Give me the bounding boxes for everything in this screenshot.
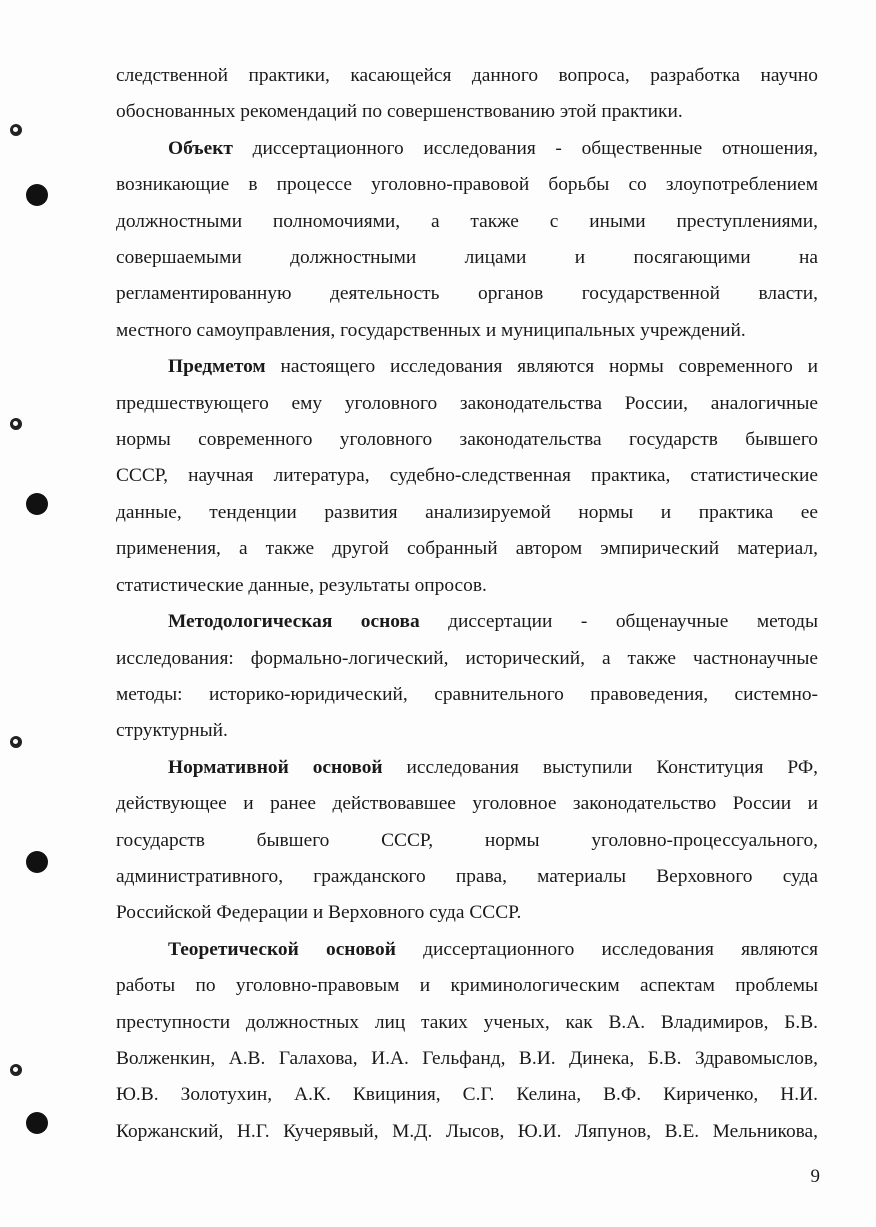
text-line: применения, а также другой собранный автором эмпирический материал, xyxy=(116,538,818,560)
bold-term: Методологическая основа xyxy=(168,611,420,633)
text-line: Волженкин, А.В. Галахова, И.А. Гельфанд, В.И. Динека, Б.В. Здравомыслов, xyxy=(116,1047,818,1069)
scan-speck-icon xyxy=(10,736,22,748)
paragraph-subject xyxy=(116,349,818,604)
bold-term: Объект xyxy=(168,137,233,159)
text-line: Теоретической основой диссертационного исследования являются xyxy=(168,938,819,960)
paragraph-normative xyxy=(116,750,818,932)
text-line: работы по уголовно-правовым и криминологическим аспектам проблемы xyxy=(116,975,818,997)
text-line: Ю.В. Золотухин, А.К. Квициния, С.Г. Келина, В.Ф. Кириченко, Н.И. xyxy=(116,1084,818,1106)
text-line: возникающие в процессе уголовно-правовой борьбы со злоупотреблением xyxy=(116,174,818,196)
paragraph-continuation xyxy=(116,58,818,131)
text-line: обоснованных рекомендаций по совершенствованию этой практики. xyxy=(116,101,683,123)
text-line: местного самоуправления, государственных и муниципальных учреждений. xyxy=(116,319,746,341)
punch-hole-icon xyxy=(26,184,48,206)
paragraph-object xyxy=(116,131,818,349)
bold-term: Нормативной основой xyxy=(168,756,383,778)
scan-speck-icon xyxy=(10,418,22,430)
text-line: Предметом настоящего исследования являются нормы современного и xyxy=(168,356,818,378)
text-line: статистические данные, результаты опросов. xyxy=(116,574,487,596)
punch-hole-icon xyxy=(26,851,48,873)
text-line: должностными полномочиями, а также с иными преступлениями, xyxy=(116,210,818,232)
text-line: государств бывшего СССР, нормы уголовно-процессуального, xyxy=(116,829,818,851)
punch-hole-icon xyxy=(26,493,48,515)
text-line: методы: историко-юридический, сравнительного правоведения, системно- xyxy=(116,683,818,705)
text-line: административного, гражданского права, материалы Верховного суда xyxy=(116,865,818,887)
scan-speck-icon xyxy=(10,1064,22,1076)
punch-hole-icon xyxy=(26,1112,48,1134)
text-line: предшествующего ему уголовного законодательства России, аналогичные xyxy=(116,392,818,414)
text-line: действующее и ранее действовавшее уголовное законодательство России и xyxy=(116,793,818,815)
text-line: структурный. xyxy=(116,720,228,742)
scan-speck-icon xyxy=(10,124,22,136)
text-line: Нормативной основой исследования выступили Конституция РФ, xyxy=(168,756,818,778)
page-number: 9 xyxy=(810,1166,820,1187)
paragraph-theoretical xyxy=(116,932,818,1150)
text-line: преступности должностных лиц таких ученых, как В.А. Владимиров, Б.В. xyxy=(116,1011,818,1033)
text-line: Методологическая основа диссертации - общенаучные методы xyxy=(168,611,819,633)
text-line: совершаемыми должностными лицами и посягающими на xyxy=(116,247,818,269)
text-line: регламентированную деятельность органов государственной власти, xyxy=(116,283,818,305)
text-line: следственной практики, касающейся данного вопроса, разработка научно xyxy=(116,65,818,86)
text-line: СССР, научная литература, судебно-следственная практика, статистические xyxy=(116,465,818,487)
paragraph-methodology xyxy=(116,604,818,750)
bold-term: Предметом xyxy=(168,356,266,378)
text-line: Российской Федерации и Верховного суда СССР. xyxy=(116,902,522,924)
text-line: нормы современного уголовного законодательства государств бывшего xyxy=(116,429,818,451)
text-line: Коржанский, Н.Г. Кучерявый, М.Д. Лысов, Ю.И. Ляпунов, В.Е. Мельникова, xyxy=(116,1120,818,1142)
text-line: данные, тенденции развития анализируемой нормы и практика ее xyxy=(116,501,818,523)
text-line: исследования: формально-логический, исторический, а также частнонаучные xyxy=(116,647,818,669)
body-text xyxy=(116,58,818,1150)
bold-term: Теоретической основой xyxy=(168,938,396,960)
text-line: Объект диссертационного исследования - общественные отношения, xyxy=(168,137,818,159)
